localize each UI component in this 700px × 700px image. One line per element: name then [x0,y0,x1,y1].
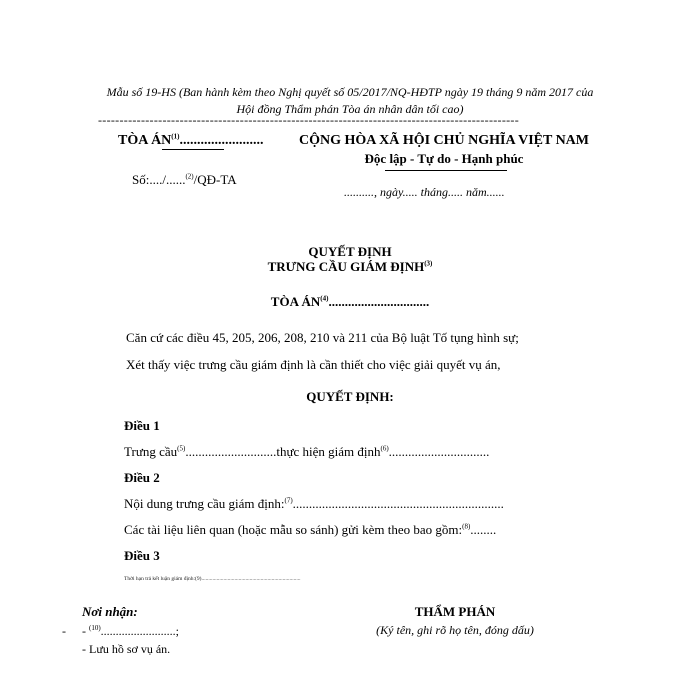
form-reference-line-1: Mẫu số 19-HS (Ban hành kèm theo Nghị quyết số 05/2017/NQ-HĐTP ngày 19 tháng 9 năm 2017 của [106,85,594,99]
date-line: .........., ngày..... tháng..... năm...... [344,185,505,199]
signer-title: THẨM PHÁN [414,604,496,619]
footnote-10: (10) [89,624,101,632]
court-name-header: TÒA ÁN$^{(1)}$........................ [118,132,264,148]
footnote-5: (5) [177,444,186,453]
footnote-6: (6) [380,444,389,453]
issuing-court: TÒA ÁN$^{(4)}$............................... [270,294,430,309]
article-3-title: Điều 3 [124,548,160,563]
header-divider: -------------------------------------------------------------------------------------------------- [98,113,520,127]
margin-dash: - [62,624,66,638]
considering-clause: Xét thấy việc trưng cầu giám định là cần thiết cho việc giải quyết vụ án, [126,357,501,372]
recipient-item-2: - Lưu hồ sơ vụ án. [82,642,171,656]
form-reference-line-2: Hội đồng Thẩm phán Tòa án nhân dân tối cao) [236,102,464,116]
motto-underline [385,170,507,171]
footnote-2: (2) [185,172,194,181]
document-subtitle: TRƯNG CẦU GIÁM ĐỊNH$^{(3)}$ [267,259,433,274]
footnote-1: (1) [171,132,180,141]
footnote-8: (8) [462,522,471,531]
article-2-content: Nội dung trưng cầu giám định:$^{(7)}$................................................................. [124,496,504,511]
footnote-4: (4) [320,294,329,303]
court-name-underline [162,149,224,150]
footnote-3: (3) [424,259,433,268]
article-2-attachments: Các tài liệu liên quan (hoặc mẫu so sánh) gửi kèm theo bao gồm:$^{(8)}$........ [124,522,497,537]
document-title: QUYẾT ĐỊNH [308,244,392,259]
recipient-item-1: - $^{(10)}$.........................; [82,624,180,638]
recipients-label: Nơi nhận: [82,604,138,619]
national-title: CỘNG HÒA XÃ HỘI CHỦ NGHĨA VIỆT NAM [298,133,589,148]
article-1-body: Trưng cầu$^{(5)}$............................thực hiện giám định$^{(6)}$............................... [124,444,490,459]
decision-heading: QUYẾT ĐỊNH: [306,389,394,404]
legal-basis: Căn cứ các điều 45, 205, 206, 208, 210 và 211 của Bộ luật Tố tụng hình sự; [126,330,519,345]
footnote-7: (7) [284,496,293,505]
article-3-deadline: Thời hạn trả kết luận giám định:(9)........................................................................ [124,576,301,582]
signature-instruction: (Ký tên, ghi rõ họ tên, đóng dấu) [376,623,534,637]
article-2-title: Điều 2 [124,470,160,485]
article-1-title: Điều 1 [124,418,160,433]
national-motto: Độc lập - Tự do - Hạnh phúc [364,151,524,166]
decision-number: Số:..../......$^{(2)}$/QĐ-TA [132,172,237,187]
